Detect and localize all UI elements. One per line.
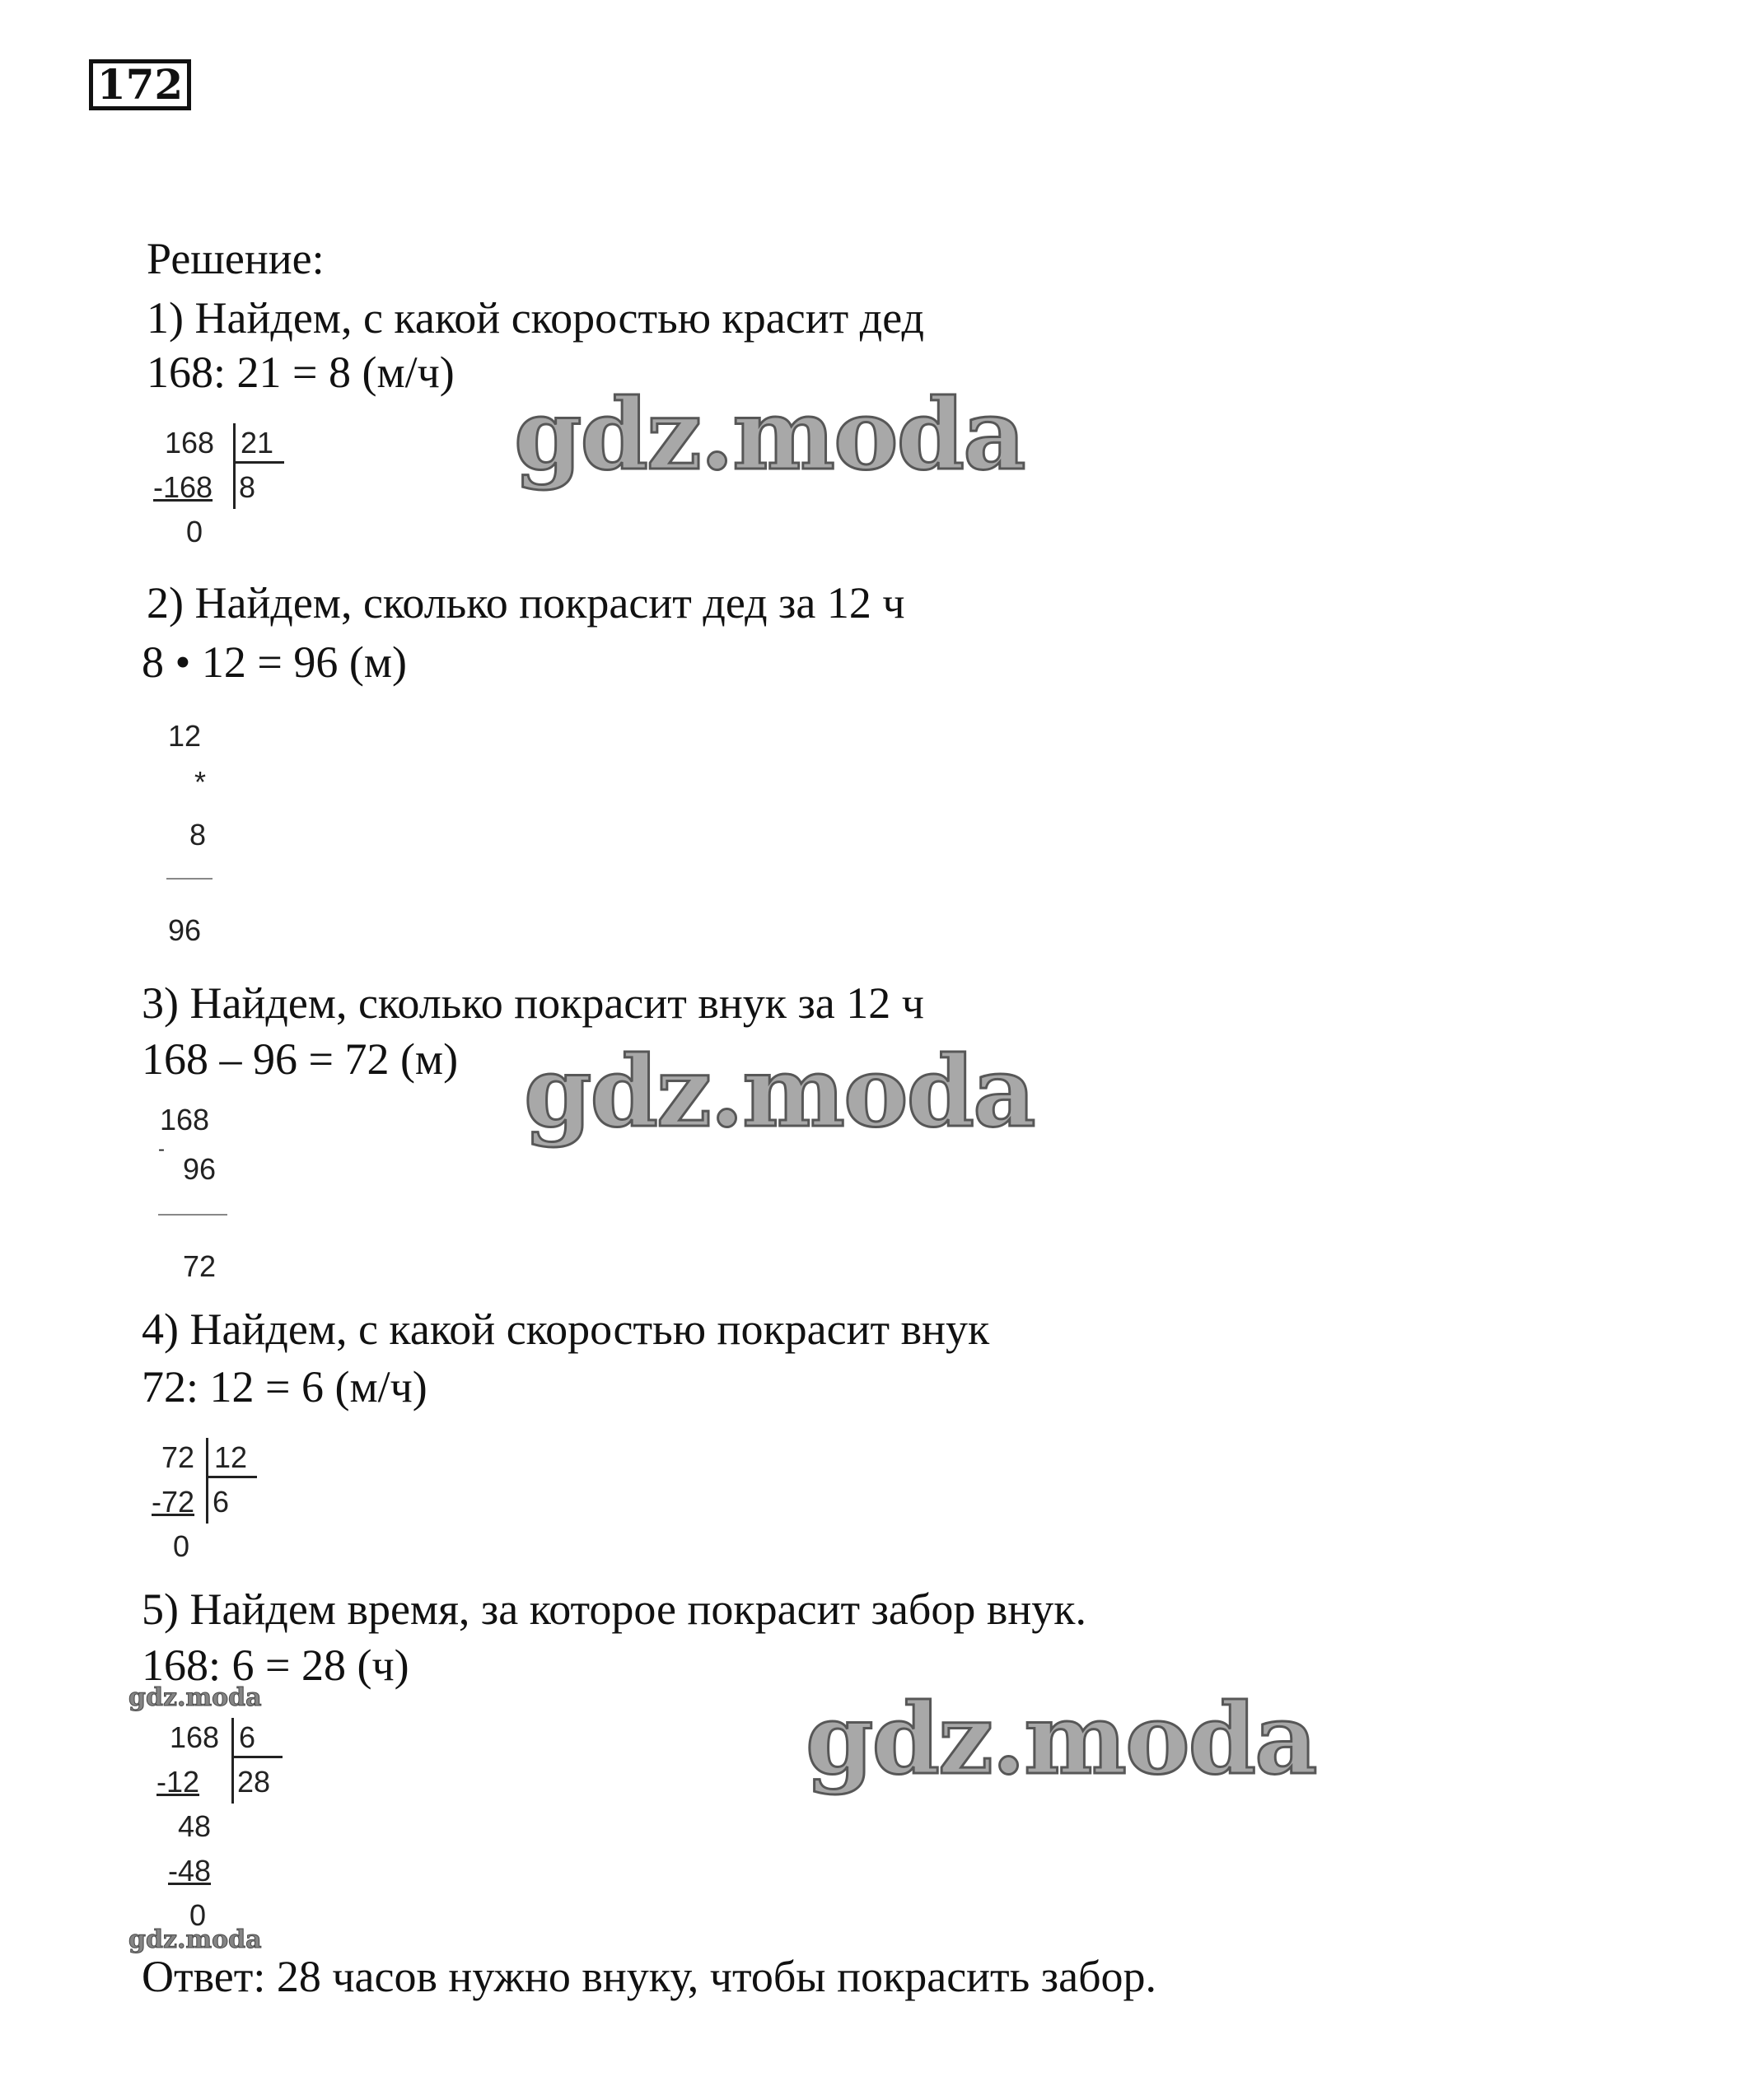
watermark-1: gdz.moda bbox=[514, 377, 1025, 492]
calc-3-op: - bbox=[158, 1138, 165, 1160]
calc-1-dividend: 168 bbox=[165, 426, 215, 460]
calc-1-quotient: 8 bbox=[239, 470, 256, 504]
watermark-small-2: gdz.moda bbox=[128, 1925, 262, 1954]
step-3-formula: 168 – 96 = 72 (м) bbox=[142, 1034, 459, 1084]
calc-5-sub2: -48 bbox=[168, 1854, 212, 1888]
calc-2-op: * bbox=[194, 765, 207, 799]
calc-1-hbar bbox=[233, 461, 284, 464]
task-number: 172 bbox=[89, 59, 191, 110]
solution-label: Решение: bbox=[147, 234, 325, 283]
calc-3-result: 72 bbox=[183, 1249, 217, 1283]
calc-5-sub1: -12 bbox=[156, 1765, 200, 1799]
calc-5-hbar bbox=[231, 1756, 283, 1758]
calc-5-remainder: 0 bbox=[189, 1898, 207, 1932]
calc-4-vbar bbox=[206, 1438, 208, 1524]
calc-2-b: 8 bbox=[189, 818, 207, 852]
calc-5-mid: 48 bbox=[178, 1809, 212, 1843]
step-5-heading: 5) Найдем время, за которое покрасит забор внук. bbox=[142, 1584, 1086, 1634]
calc-1-remainder: 0 bbox=[186, 515, 203, 548]
watermark-2: gdz.moda bbox=[524, 1034, 1035, 1149]
step-5-formula: 168: 6 = 28 (ч) bbox=[142, 1640, 409, 1690]
calc-1-sub: -168 bbox=[153, 470, 213, 504]
step-2-heading: 2) Найдем, сколько покрасит дед за 12 ч bbox=[147, 578, 905, 628]
calc-2-a: 12 bbox=[168, 719, 202, 753]
step-1-formula: 168: 21 = 8 (м/ч) bbox=[147, 348, 455, 397]
calc-5-quotient: 28 bbox=[237, 1765, 271, 1799]
calc-5-vbar bbox=[231, 1718, 234, 1804]
step-2-formula: 8 • 12 = 96 (м) bbox=[142, 637, 407, 687]
calc-5-dividend: 168 bbox=[170, 1720, 220, 1754]
calc-3-a: 168 bbox=[160, 1103, 210, 1136]
calc-1-vbar bbox=[233, 423, 236, 509]
calc-4-dividend: 72 bbox=[161, 1440, 195, 1474]
watermark-3: gdz.moda bbox=[806, 1682, 1316, 1796]
calc-4-divisor: 12 bbox=[214, 1440, 248, 1474]
step-4-heading: 4) Найдем, с какой скоростью покрасит внук bbox=[142, 1304, 990, 1354]
calc-2-result: 96 bbox=[168, 913, 202, 947]
calc-4-hbar bbox=[206, 1476, 257, 1478]
calc-1-divisor: 21 bbox=[241, 426, 274, 460]
step-4-formula: 72: 12 = 6 (м/ч) bbox=[142, 1362, 427, 1412]
watermark-small-1: gdz.moda bbox=[128, 1683, 262, 1712]
answer-text: Ответ: 28 часов нужно внуку, чтобы покрасить забор. bbox=[142, 1952, 1157, 2001]
calc-5-divisor: 6 bbox=[239, 1720, 256, 1754]
calc-3-line bbox=[158, 1214, 227, 1216]
step-1-heading: 1) Найдем, с какой скоростью красит дед bbox=[147, 293, 924, 343]
calc-4-sub: -72 bbox=[152, 1485, 195, 1519]
calc-4-quotient: 6 bbox=[213, 1485, 230, 1519]
calc-2-line bbox=[166, 878, 213, 880]
calc-4-remainder: 0 bbox=[173, 1529, 190, 1563]
calc-3-b: 96 bbox=[183, 1152, 217, 1186]
step-3-heading: 3) Найдем, сколько покрасит внук за 12 ч bbox=[142, 978, 924, 1028]
